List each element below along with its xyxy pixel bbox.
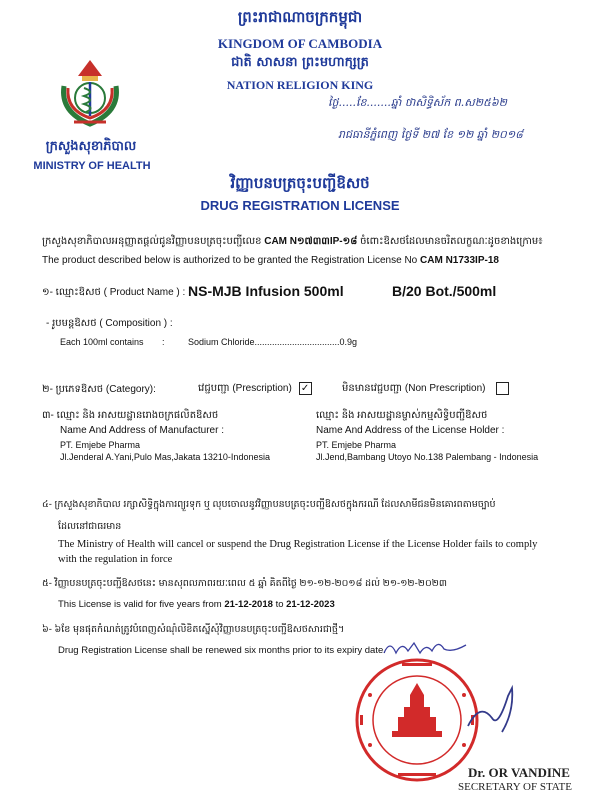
composition-each: Each 100ml contains	[60, 337, 144, 347]
signatory-name: Dr. OR VANDINE	[468, 765, 570, 780]
composition-ingredient: Sodium Chloride..................................0.9g	[188, 337, 358, 347]
composition-label	[46, 316, 173, 331]
header-motto: NATION RELIGION KING	[226, 78, 374, 92]
manufacturer-address: Jl.Jenderal A.Yani,Pulo Mas,Jakata 13210-Indonesia	[60, 452, 270, 462]
category-label-khmer: ២- ប្រភេទឱសថ	[42, 384, 104, 395]
intro-khmer-line	[42, 234, 543, 249]
category-label-english: (Category):	[105, 384, 156, 395]
nonpres-khmer: មិនមានវេជ្ជបញ្ជា	[342, 383, 403, 394]
holder-label-khmer: ឈ្មោះ និង អាសយដ្ឋានម្ចាស់កម្មសិទ្ធិបញ្ជីឱសថ	[316, 410, 488, 421]
intro-khmer-tail: ចំពោះឱសថដែលមានចរិតលក្ខណៈដូចខាងក្រោម៖	[360, 236, 543, 247]
product-label-english: ( Product Name ) :	[103, 287, 186, 298]
manufacturer-label: Name And Address of Manufacturer :	[60, 425, 224, 436]
composition-label-english: ( Composition ) :	[99, 318, 173, 329]
nonpres-checkbox[interactable]	[496, 382, 509, 395]
intro-english: The product described below is authorized to be granted the Registration License No	[42, 255, 418, 266]
clause4-khmer-1: ៤- ក្រសួងសុខាភិបាល រក្សាសិទ្ធិក្នុងការព្យួរទុក ឬ លុបចោលនូវវិញ្ញាបនបត្រចុះបញ្ជីឱសថក្នុងករណី ដែលសាមីជនមិនគោរពតាមច្បាប់	[42, 499, 496, 510]
holder-address: Jl.Jend,Bambang Utoyo No.138 Palembang - Indonesia	[316, 452, 539, 462]
intro-khmer-number: CAM N១៧៣៣IP-១៨	[264, 236, 358, 247]
manufacturer-name: PT. Emjebe Pharma	[60, 440, 141, 450]
manufacturer-label-khmer: ៣- ឈ្មោះ និង អាសយដ្ឋានរោងចក្រផលិតឱសថ	[42, 410, 219, 421]
clause6-khmer: ៦- ៦ខែ មុនផុតកំណត់ត្រូវបំពេញសំណុំលិខិតស្នើសុំវិញ្ញាបនបត្រចុះបញ្ជីឱសថសារជាថ្មី។	[42, 624, 345, 635]
product-label-khmer: ១- ឈ្មោះឱសថ	[42, 287, 101, 298]
category-label	[42, 382, 156, 397]
prescription-checkbox[interactable]: ✓	[299, 382, 312, 395]
product-pack: B/20 Bot./500ml	[392, 283, 497, 299]
nonpres-label: (Non Prescription)	[404, 383, 486, 394]
header-kingdom: KINGDOM OF CAMBODIA	[217, 36, 383, 51]
title-english: DRUG REGISTRATION LICENSE	[200, 198, 400, 213]
clause4-khmer-2: ដែលនៅជាធរមាន	[58, 521, 122, 532]
valid-to-date: 21-12-2023	[286, 599, 335, 610]
license-number: CAM N1733IP-18	[420, 255, 499, 266]
clause4-english-1: The Ministry of Health will cancel or suspend the Drug Registration License if the License Holder fails to comply	[58, 539, 538, 550]
clause5-english	[58, 599, 335, 610]
intro-khmer: ក្រសួងសុខាភិបាលអនុញ្ញាតផ្តល់ជូនវិញ្ញាបនបត្រចុះបញ្ជីលេខ	[42, 236, 262, 247]
prescription-label: (Prescription)	[232, 383, 292, 394]
category-prescription	[198, 381, 312, 396]
clause5-khmer: ៥- វិញ្ញាបនបត្រចុះបញ្ជីឱសថនេះ មានសុពលភាពរយៈពេល ៥ ឆ្នាំ គិតពីថ្ងៃ ២១-១២-២០១៨ ដល់ ២១-១២-២០២៣	[42, 578, 447, 589]
holder-label: Name And Address of the License Holder :	[316, 425, 505, 436]
intro-english-line	[42, 255, 499, 266]
ministry-name: MINISTRY OF HEALTH	[33, 160, 151, 172]
title-khmer: វិញ្ញាបនបត្រចុះបញ្ជីឱសថ	[230, 174, 370, 192]
product-label	[42, 285, 185, 300]
date-line-1: ថ្ងៃ.....ខែ.......ឆ្នាំ ថាសិទ្ធិស័ក ព.ស២៥៦២	[328, 96, 507, 109]
clause5-to-word: to	[275, 599, 284, 610]
prescription-khmer: វេជ្ជបញ្ជា	[198, 383, 230, 394]
ministry-khmer-name: ក្រសួងសុខាភិបាល	[45, 139, 137, 154]
ministry-emblem-icon	[50, 52, 130, 132]
signature-icon	[462, 682, 522, 742]
date-line-2: រាជធានីភ្នំពេញ ថ្ងៃទី ២៧ ខែ ១២ ឆ្នាំ ២០១៨	[338, 128, 523, 141]
header-khmer-kingdom: ព្រះរាជាណាចក្រកម្ពុជា	[237, 8, 363, 26]
category-non-prescription	[342, 381, 509, 396]
header-khmer-motto: ជាតិ សាសនា ព្រះមហាក្សត្រ	[231, 55, 369, 70]
clause5-english-pre: This License is valid for five years from	[58, 599, 222, 610]
signatory-title: SECRETARY OF STATE	[458, 781, 572, 793]
composition-colon: :	[162, 337, 165, 347]
product-name: NS-MJB Infusion 500ml	[188, 283, 344, 299]
composition-label-khmer: - រូបមន្តឱសថ	[46, 318, 97, 329]
clause4-english-2: with the regulation in force	[58, 554, 173, 565]
clause6-english: Drug Registration License shall be renewed six months prior to its expiry date.	[58, 645, 386, 656]
valid-from-date: 21-12-2018	[224, 599, 273, 610]
holder-name: PT. Emjebe Pharma	[316, 440, 397, 450]
